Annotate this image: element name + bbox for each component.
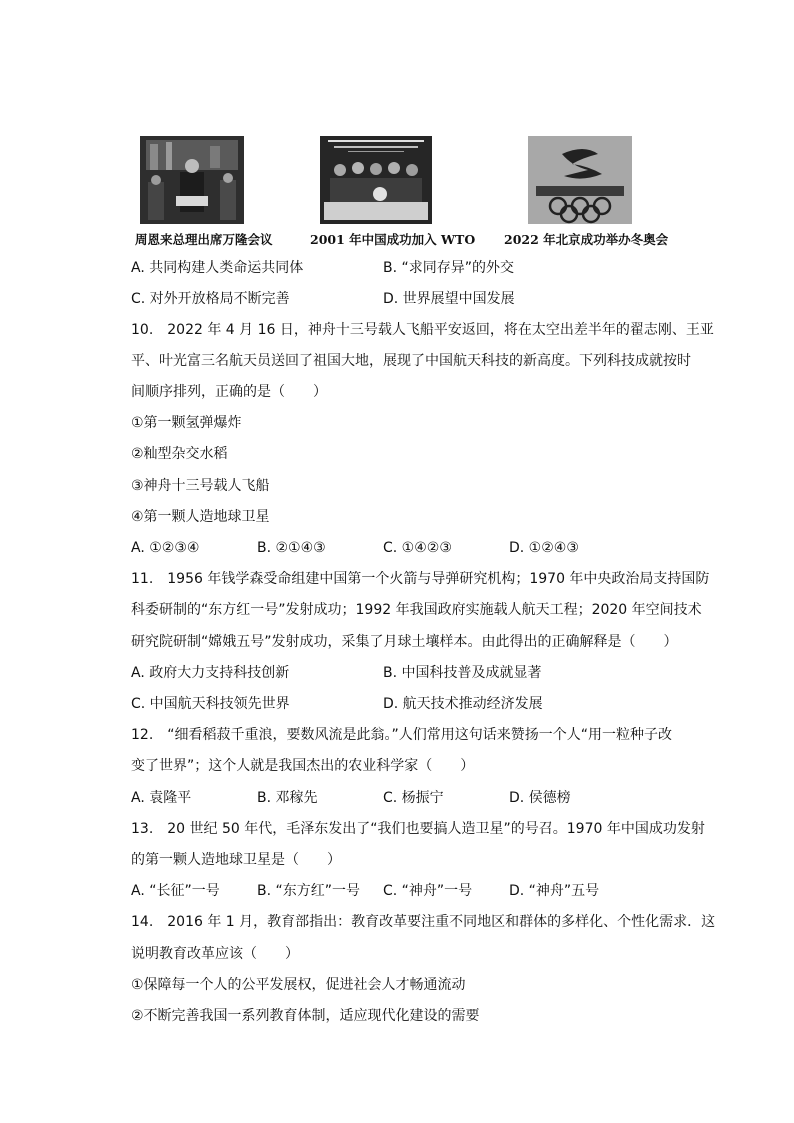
q13-option-c: C. “神舟”一号 — [383, 883, 473, 899]
figure-row — [130, 136, 690, 246]
q14-item: ①保障每一个人的公平发展权，促进社会人才畅通流动 — [131, 977, 466, 993]
q14-item: ②不断完善我国一系列教育体制，适应现代化建设的需要 — [131, 1008, 480, 1024]
q11-option-c: C. 中国航天科技领先世界 — [131, 696, 290, 712]
figure-caption: 2022 年北京成功举办冬奥会 — [504, 232, 669, 247]
q10-item: ①第一颗氢弹爆炸 — [131, 415, 242, 431]
q10-stem-line: 10. 2022 年 4 月 16 日，神舟十三号载人飞船平安返回，将在太空出差半年的翟志刚、王亚 — [131, 322, 714, 338]
q9-option-d: D. 世界展望中国发展 — [383, 291, 515, 307]
q14-stem-line: 14. 2016 年 1 月，教育部指出：教育改革要注重不同地区和群体的多样化、个性化需求．这 — [131, 914, 716, 930]
bandung-conference-photo — [140, 136, 244, 224]
q10-option-d: D. ①②④③ — [509, 540, 579, 556]
q9-option-a: A. 共同构建人类命运共同体 — [131, 260, 304, 276]
q12-option-a: A. 袁隆平 — [131, 790, 192, 806]
q12-option-b: B. 邓稼先 — [257, 790, 318, 806]
q11-stem-line: 11. 1956 年钱学森受命组建中国第一个火箭与导弹研究机构；1970 年中央政治局支持国防 — [131, 571, 710, 587]
figure-caption: 2001 年中国成功加入 WTO — [310, 232, 476, 247]
olympics-emblem-graphic — [528, 136, 632, 224]
q13-stem-line: 13. 20 世纪 50 年代，毛泽东发出了“我们也要搞人造卫星”的号召。1970 年中国成功发射 — [131, 821, 705, 837]
wto-signing-photo — [320, 136, 432, 224]
wto-photo-graphic — [320, 136, 432, 224]
q11-stem-line: 科委研制的“东方红一号”发射成功；1992 年我国政府实施载人航天工程；2020 年空间技术 — [131, 602, 702, 618]
q10-option-b: B. ②①④③ — [257, 540, 326, 556]
q12-stem-line: 12. “细看稻菽千重浪，要数风流是此翁。”人们常用这句话来赞扬一个人“用一粒种子改 — [131, 727, 673, 743]
q10-option-a: A. ①②③④ — [131, 540, 200, 556]
q13-option-a: A. “长征”一号 — [131, 883, 220, 899]
q13-stem-line: 的第一颗人造地球卫星是（ ） — [131, 852, 341, 868]
q13-option-d: D. “神舟”五号 — [509, 883, 600, 899]
q10-stem-line: 平、叶光富三名航天员送回了祖国大地，展现了中国航天科技的新高度。下列科技成就按时 — [131, 353, 691, 369]
q10-item: ②籼型杂交水稻 — [131, 446, 228, 462]
q13-option-b: B. “东方红”一号 — [257, 883, 361, 899]
figure-caption: 周恩来总理出席万隆会议 — [135, 232, 273, 247]
q10-stem-line: 间顺序排列，正确的是（ ） — [131, 384, 327, 400]
q11-option-d: D. 航天技术推动经济发展 — [383, 696, 543, 712]
q11-stem-line: 研究院研制“嫦娥五号”发射成功，采集了月球土壤样本。由此得出的正确解释是（ ） — [131, 634, 678, 650]
q10-item: ③神舟十三号载人飞船 — [131, 478, 270, 494]
q12-option-d: D. 侯德榜 — [509, 790, 571, 806]
q10-option-c: C. ①④②③ — [383, 540, 452, 556]
q9-option-b: B. “求同存异”的外交 — [383, 260, 515, 276]
q14-stem-line: 说明教育改革应该（ ） — [131, 946, 299, 962]
q12-stem-line: 变了世界”；这个人就是我国杰出的农业科学家（ ） — [131, 758, 475, 774]
bandung-photo-graphic — [140, 136, 244, 224]
q12-option-c: C. 杨振宁 — [383, 790, 444, 806]
q11-option-a: A. 政府大力支持科技创新 — [131, 665, 290, 681]
winter-olympics-emblem — [528, 136, 632, 224]
q10-item: ④第一颗人造地球卫星 — [131, 509, 270, 525]
q9-option-c: C. 对外开放格局不断完善 — [131, 291, 290, 307]
q11-option-b: B. 中国科技普及成就显著 — [383, 665, 542, 681]
